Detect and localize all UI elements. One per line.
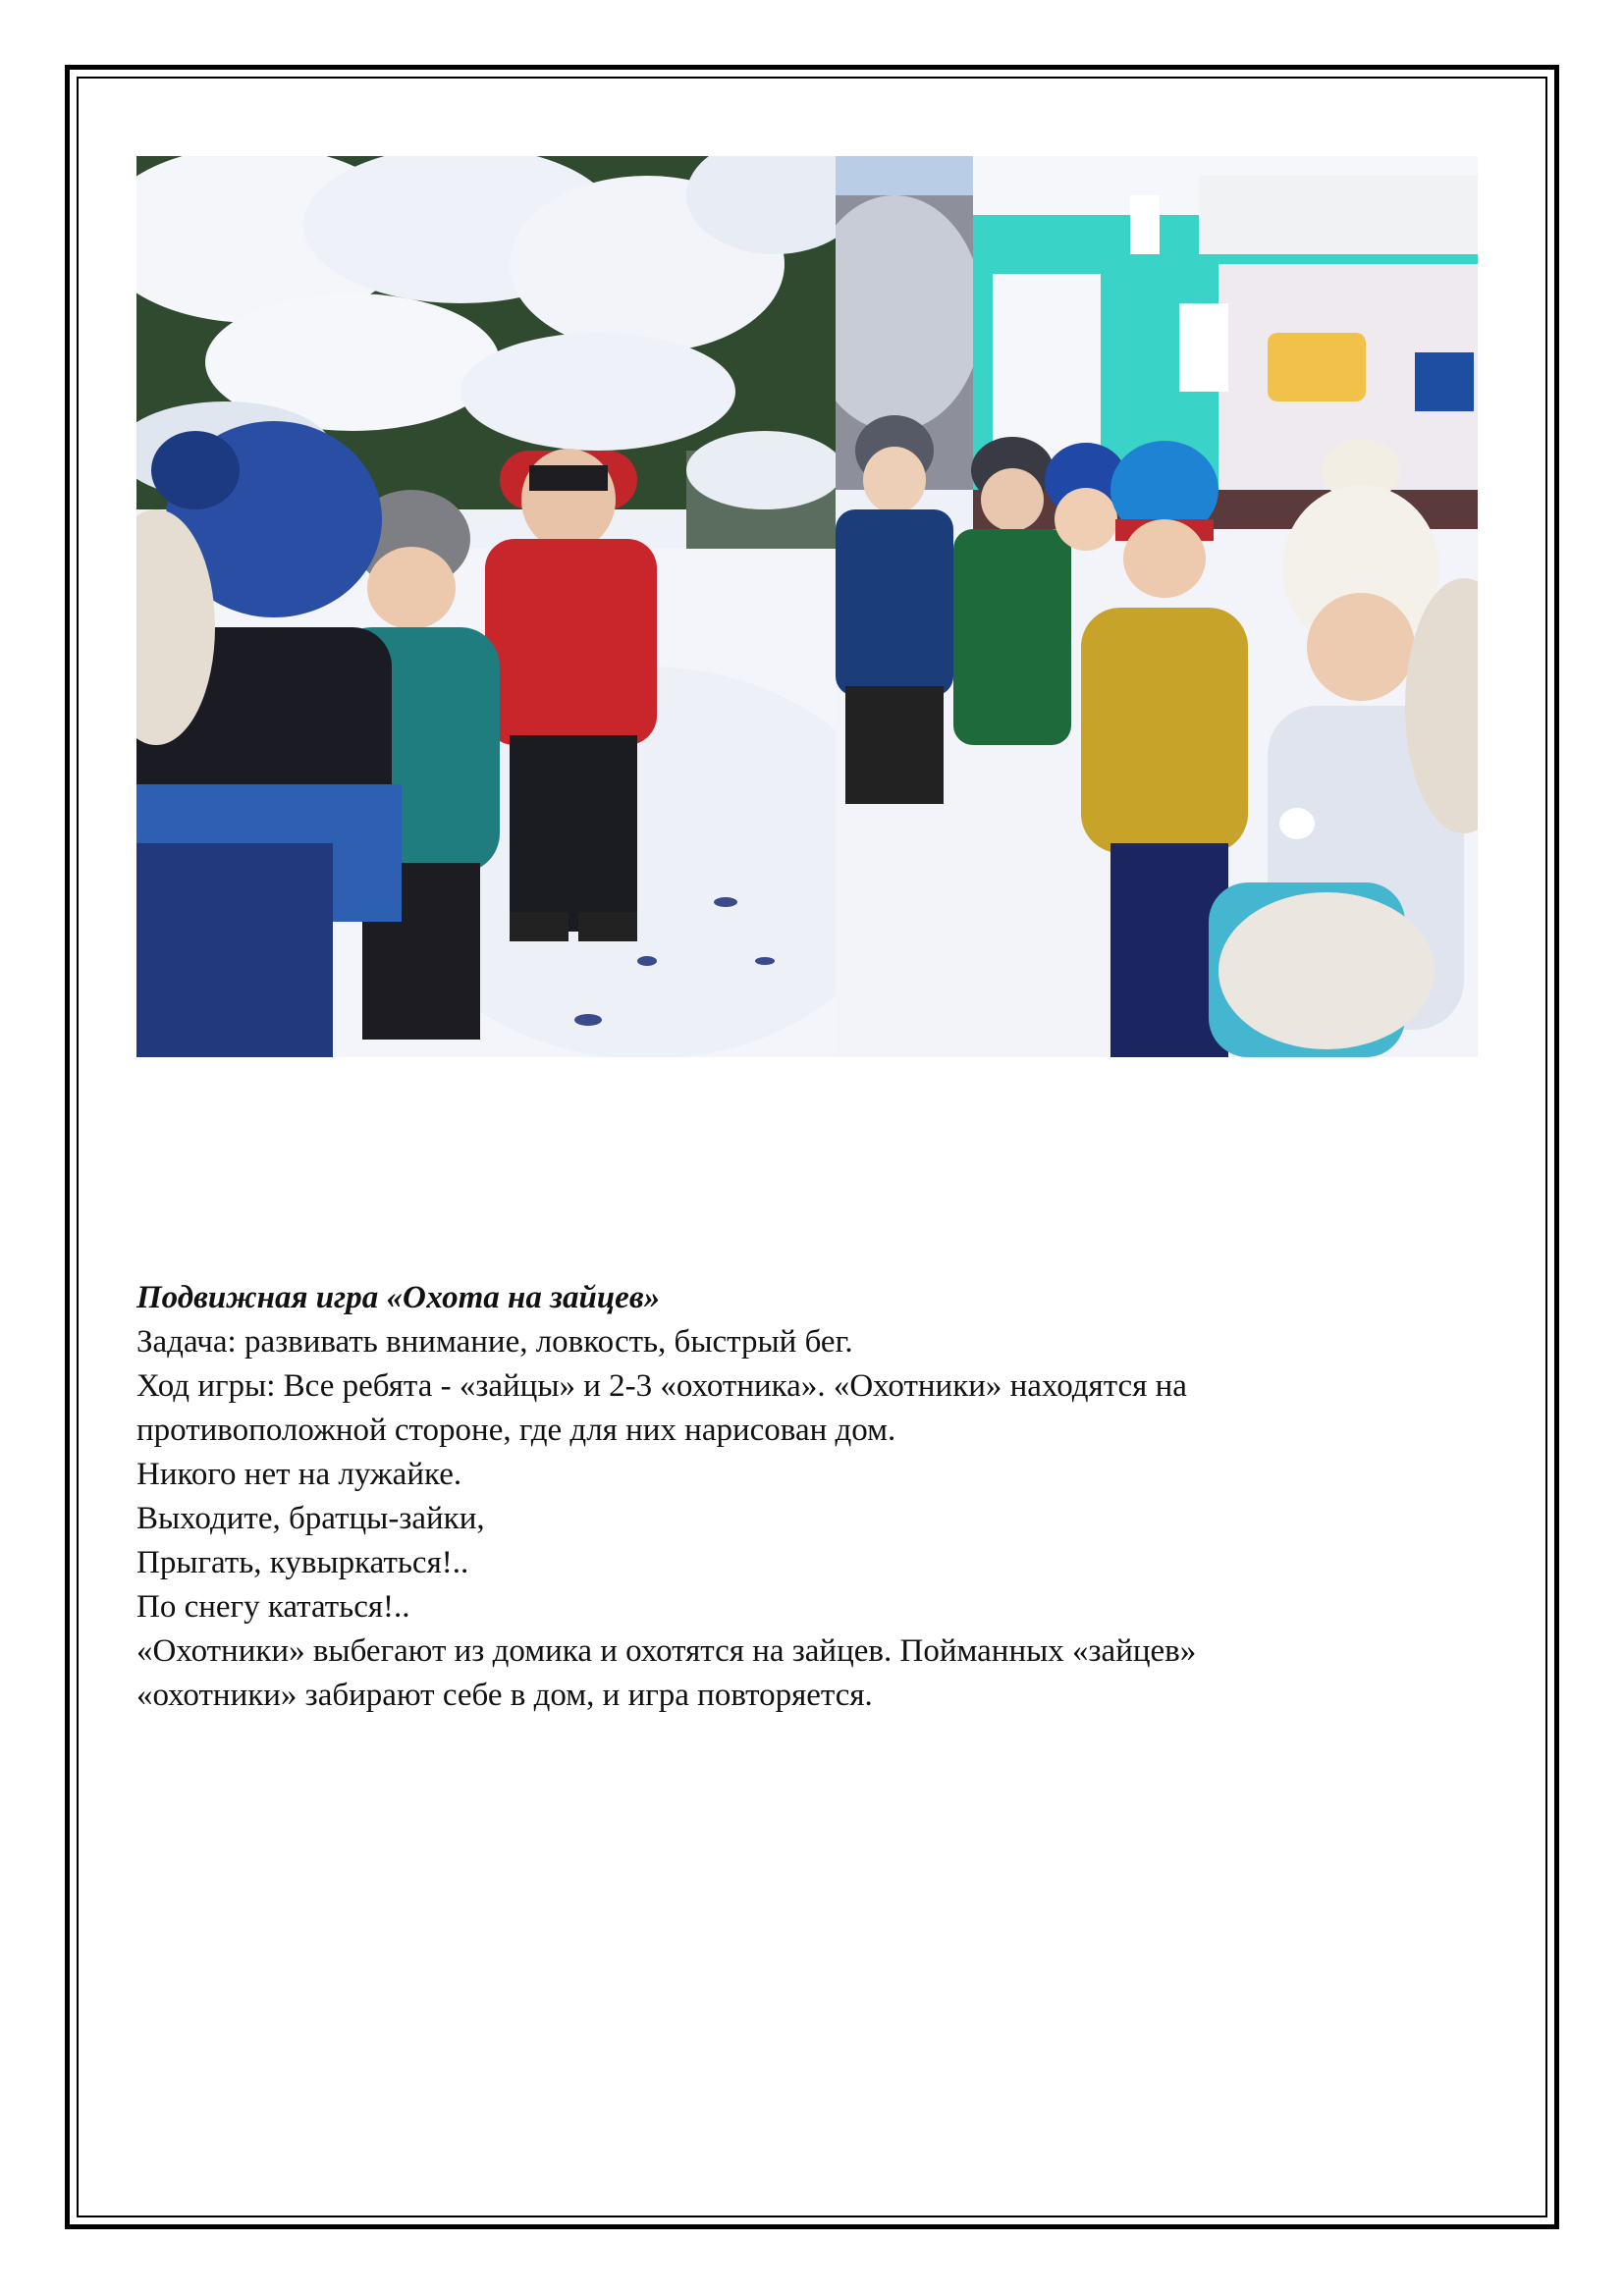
photo-children-kindergarten-building — [836, 156, 1478, 1057]
text-line: Задача: развивать внимание, ловкость, быстрый бег. — [136, 1324, 853, 1360]
text-line: «Охотники» выбегают из домика и охотятся на зайцев. Пойманных «зайцев» — [136, 1633, 1197, 1669]
text-line: Никого нет на лужайке. — [136, 1457, 462, 1492]
text-line: противоположной стороне, где для них нарисован дом. — [136, 1413, 896, 1448]
text-line: «охотники» забирают себе в дом, и игра повторяется. — [136, 1678, 873, 1713]
game-description — [136, 1276, 1472, 1718]
photo-children-snow-trees — [136, 156, 836, 1057]
text-line: По снегу кататься!.. — [136, 1589, 410, 1625]
text-line: Выходите, братцы-зайки, — [136, 1501, 485, 1536]
text-line: Ход игры: Все ребята - «зайцы» и 2-3 «охотника». «Охотники» находятся на — [136, 1368, 1187, 1404]
game-title: Подвижная игра «Охота на зайцев» — [136, 1280, 661, 1315]
text-line: Прыгать, кувыркаться!.. — [136, 1545, 469, 1580]
photo-row — [136, 156, 1478, 1057]
